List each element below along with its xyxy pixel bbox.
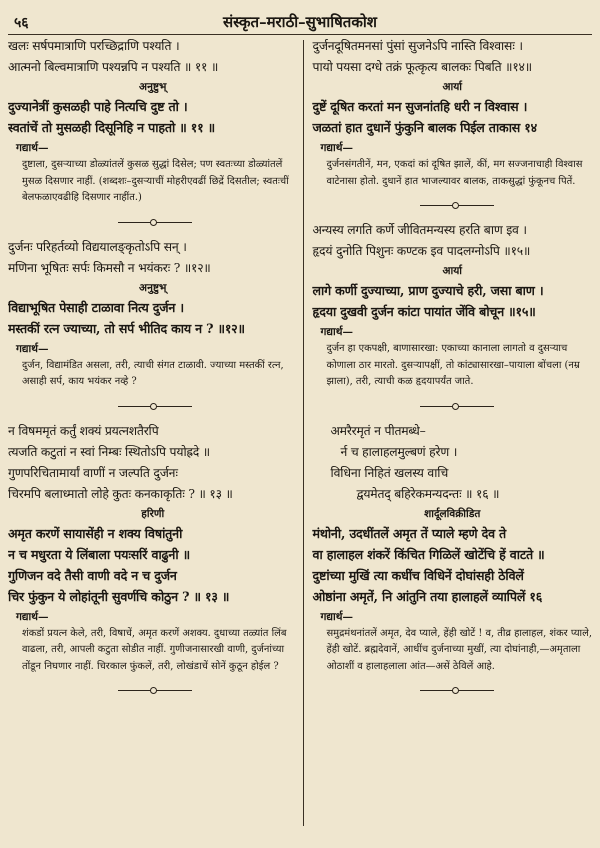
sanskrit-verse-line: खलः सर्षपमात्राणि परच्छिद्राणि पश्यति । (8, 39, 180, 53)
verse-16 (312, 421, 592, 676)
sanskrit-verse-line: विधिना निहितं खलस्य वाचि (330, 465, 449, 480)
verse-11 (8, 36, 297, 207)
sanskrit-verse-line: हृदयं दुनोति पिशुनः कण्टक इव पादलग्नोऽपि ॥१५॥ (312, 244, 531, 258)
right-column (304, 36, 592, 848)
section-divider (312, 198, 592, 212)
marathi-verse-line: स्वतांचें तो मुसळही दिसूनिहि न पाहतो ॥ ११ ॥ (8, 120, 215, 135)
marathi-verse-line: न च मधुरता ये लिंबाला पयःसरिं वाढुनी ॥ (8, 546, 190, 562)
section-divider (8, 215, 297, 229)
verse-12 (8, 237, 297, 391)
prose-meaning: शंकडों प्रयत्न केले, तरी, विषाचें, अमृत करणें अशक्य. दुधाच्या तळ्यांत लिंब वाढला, तरी, आपली कटुता सोडीत नाहीं. गुणीजनासारखी वाणी, दुर्जनांच्या तोंडून निघणार नाहीं. चिरकाल फुंकलें, तरी, लोखंडाचें सोनें कुठून होईल ? (22, 627, 287, 672)
sanskrit-verse-line: पायो पयसा दग्धे तक्रं फूत्कृत्य बालकः पिबति ॥१४॥ (312, 60, 532, 74)
prose-meaning: दुर्जनसंगतीनें, मन, एकदां कां दूषित झालें, कीं, मग सज्जनाचाही विश्वास वाटेनासा होतो. दुधानें हात भाजल्यावर बालक, ताकसुद्धां फुंकूनच पितें. (326, 159, 583, 187)
section-divider (312, 683, 592, 697)
gadyartha-label: गद्यार्थ— (16, 142, 49, 154)
marathi-verse-line: ओष्ठांना अमृतें, नि आंतुनि तया हालाहलें व्यापिलें १६ (312, 588, 543, 604)
sanskrit-verse-line: आत्मनो बिल्वमात्राणि पश्यन्नपि न पश्यति ॥ ११ ॥ (8, 60, 219, 74)
sanskrit-verse-line: गुणपरिचितामार्यां वाणीं न जल्पति दुर्जनः (8, 465, 178, 480)
prose-meaning: समुद्रमंथनांतलें अमृत, देव प्याले, हेंही खोटें ! व, तीव्र हालाहल, शंकर प्याले, हेंही खोटें. ब्रह्मदेवानें, आधींच दुर्जनाच्या मुखीं, त्या दोघांनाही,—अमृताला ओठाशीं व हालाहलाला आंत—असें ठेविलें आहे. (326, 627, 592, 672)
marathi-verse-line: गुणिजन वदे तैसी वाणी वदे न च दुर्जन (8, 567, 177, 583)
meter-label: अनुष्टुभ् (139, 81, 167, 93)
prose-meaning: दुष्टाला, दुसऱ्याच्या डोळ्यांतलें कुसळ सुद्धां दिसेल; पण स्वतःच्या डोळ्यांतलें मुसळ दिसणार नाहीं. (शब्दशः–दुसऱ्याचीं मोहरीएवढीं छिद्रें दिसतील; स्वतःचीं बेलफळाएवढीहि दिसणार नाहींत.) (22, 159, 289, 203)
marathi-verse-line: लागे कर्णी दुज्याच्या, प्राण दुज्याचे हरी, जसा बाण । (312, 283, 544, 298)
section-divider (8, 683, 297, 697)
marathi-verse-line: दुष्टें दूषित करतां मन सुजनांतहि धरी न विश्वास । (312, 99, 528, 114)
page-title: संस्कृत–मराठी–सुभाषितकोश (223, 13, 377, 31)
gadyartha-label: गद्यार्थ— (320, 610, 353, 623)
verse-13 (8, 421, 297, 676)
gadyartha-label: गद्यार्थ— (320, 326, 353, 338)
gadyartha-label: गद्यार्थ— (320, 142, 353, 154)
gadyartha-label: गद्यार्थ— (16, 610, 49, 623)
meter-label: शार्दूलविक्रीडित (424, 507, 481, 520)
two-column-body (8, 36, 592, 848)
sanskrit-verse-line: दुर्जनः परिहर्तव्यो विद्ययालङ्कृतोऽपि सन् । (8, 239, 187, 254)
sanskrit-verse-line: दुर्जनदूषितमनसां पुंसां सुजनेऽपि नास्ति विश्वासः । (312, 39, 523, 53)
marathi-verse-line: विद्याभूषित पेसाही टाळावा नित्य दुर्जन । (8, 299, 184, 315)
marathi-verse-line: वा हालाहल शंकरें किंचित गिळिलें खोटेंचि हें वाटते ॥ (312, 546, 545, 562)
verse-14 (312, 36, 592, 190)
sanskrit-verse-line: चिरमपि बलाध्मातो लोहे कुतः कनकाकृतिः ? ॥ १३ ॥ (8, 486, 233, 501)
sanskrit-verse-line: मणिना भूषितः सर्पः किमसौ न भयंकरः ? ॥१२॥ (8, 260, 211, 275)
meter-label: हरिणी (141, 507, 165, 520)
prose-meaning: दुर्जन हा एकपक्षी, बाणासारखा: एकाच्या कानाला लागतो व दुसऱ्याच कोणाला ठार मारतो. दुसऱ्यापक्षीं, तो कांट्यासारखा–पायाला बोंचला (नम्र झाला), तरी, त्याची कळ हृदयापर्यंत जाते. (326, 343, 580, 387)
sanskrit-verse-line: द्वयमेतद् बहिरेकमन्यदन्तः ॥ १६ ॥ (356, 486, 500, 501)
marathi-verse-line: जळतां हात दुधानें फुंकुनि बालक पिईल ताकास १४ (312, 120, 537, 135)
meter-label: आर्या (442, 265, 463, 277)
meter-label: अनुष्टुभ् (139, 281, 167, 294)
sanskrit-verse-line: त्यजति कटुतां न स्वां निम्बः स्थितोऽपि पयोह्रदे ॥ (8, 444, 210, 459)
sanskrit-verse-line: अन्यस्य लगति कर्णे जीवितमन्यस्य हरति बाण इव । (312, 223, 527, 237)
sanskrit-verse-line: न विषममृतं कर्तुं शक्यं प्रयत्नशतैरपि (8, 423, 159, 438)
prose-meaning: दुर्जन, विद्यामंडित असला, तरी, त्याची संगत टाळावी. ज्याच्या मस्तकीं रत्न, असाही सर्प, काय भयंकर नव्हे ? (22, 359, 284, 387)
meter-label: आर्या (442, 81, 463, 93)
marathi-verse-line: अमृत करणें सायासेंही न शक्य विषांतुनी (8, 525, 183, 541)
marathi-verse-line: हृदया दुखवी दुर्जन कांटा पायांत जेंवि बोचून ॥१५॥ (312, 304, 536, 319)
verse-15 (312, 220, 592, 391)
marathi-verse-line: मंथोनी, उदधींतलें अमृत तें प्याले म्हणे देव ते (312, 525, 507, 541)
running-header (8, 10, 592, 35)
section-divider (312, 399, 592, 413)
sanskrit-verse-line: र्न च हालाहलमुल्बणं हरेण । (340, 444, 458, 459)
marathi-verse-line: दुष्टांच्या मुखिं त्या कधींच विधिनें दोघांसही ठेविलें (312, 567, 524, 583)
marathi-verse-line: मस्तकीं रत्न ज्याच्या, तो सर्प भीतिद काय न ? ॥१२॥ (8, 320, 245, 336)
left-column (8, 36, 303, 848)
section-divider (8, 399, 297, 413)
marathi-verse-line: दुज्यानेत्रीं कुसळही पाहे नित्यचि दुष्ट तो । (8, 99, 188, 114)
gadyartha-label: गद्यार्थ— (16, 342, 49, 355)
marathi-verse-line: चिर फुंकुन ये लोहांतूनी सुवर्णचि कोठुन ? ॥ १३ ॥ (8, 588, 230, 604)
sanskrit-verse-line: अमरैरमृतं न पीतमब्धे– (330, 423, 426, 438)
page-number: ५६ (14, 15, 29, 31)
